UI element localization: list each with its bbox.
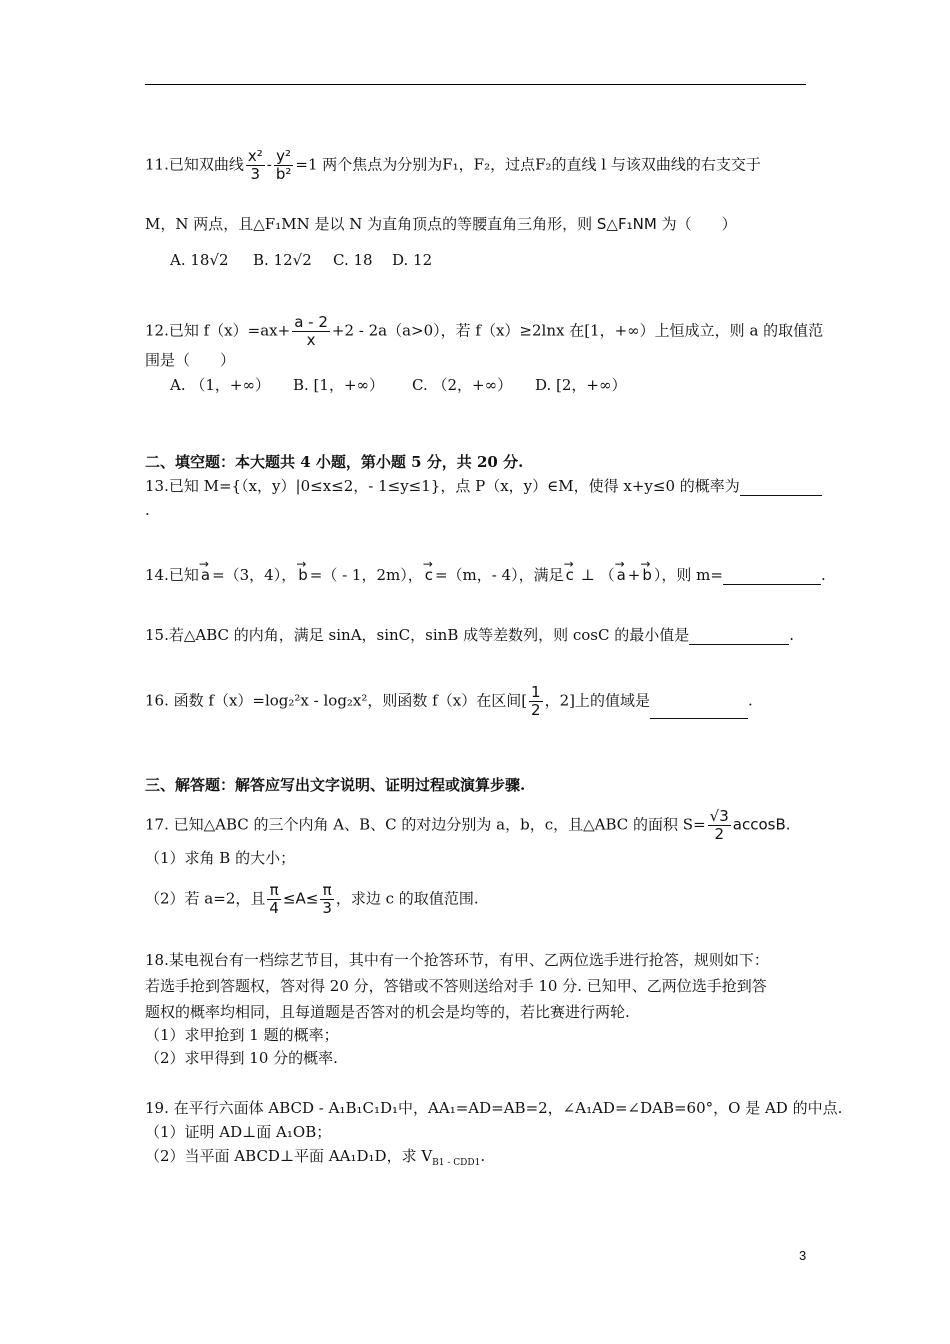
q12-fraction-den: x bbox=[306, 331, 316, 349]
q11-line2 bbox=[145, 214, 737, 234]
q15-text: 15.若△ABC 的内角，满足 sinA，sinC，sinB 成等差数列，则 cosC 的最小值是 bbox=[145, 626, 690, 644]
q15-end: . bbox=[789, 626, 795, 644]
q13-answer-blank[interactable] bbox=[740, 481, 822, 496]
q17-text-post: accosB. bbox=[732, 815, 791, 834]
q12-option-c: C. （2，+∞） bbox=[412, 376, 513, 394]
q18-part1: （1）求甲抢到 1 题的概率； bbox=[145, 1026, 339, 1044]
q17-text-pre: 17. 已知△ABC 的三个内角 A、B、C 的对边分别为 a，b，c，且△ABC 的面积 S= bbox=[145, 815, 706, 834]
q12-fraction-num: a - 2 bbox=[294, 313, 328, 331]
q17-fraction-pi3 bbox=[320, 882, 334, 917]
q11-option-c: C. 18 bbox=[333, 251, 373, 269]
vector-b: → b bbox=[296, 565, 310, 585]
q18-part2: （2）求甲得到 10 分的概率. bbox=[145, 1049, 338, 1067]
q17-fraction-pi4 bbox=[267, 882, 281, 917]
q12-text-post: +2 - 2a（a>0），若 f（x）≥2lnx 在[1，+∞）上恒成立，则 a 的取值范 bbox=[331, 321, 824, 340]
q16-fraction-num: 1 bbox=[531, 683, 541, 701]
q18-line2: 若选手抢到答题权，答对得 20 分，答错或不答则送给对手 10 分. 已知甲、乙两位选手抢到答 bbox=[145, 977, 767, 995]
q14-text-4: =（m，- 4），满足 bbox=[434, 566, 564, 584]
section-3-heading: 三、解答题：解答应写出文字说明、证明过程或演算步骤. bbox=[145, 776, 526, 794]
q19-part2-end: . bbox=[480, 1147, 486, 1165]
vector-b-2: → b bbox=[640, 565, 654, 585]
q14-end: . bbox=[820, 566, 826, 584]
q17-fraction-num: √3 bbox=[709, 807, 729, 825]
q13-text: 13.已知 M={（x，y）|0≤x≤2，- 1≤y≤1}，点 P（x，y）∈M，使得 x+y≤0 的概率为 bbox=[145, 477, 740, 495]
q18-line3: 题权的概率均相同，且每道题是否答对的机会是均等的，若比赛进行两轮. bbox=[145, 1003, 630, 1021]
q12-text-pre: 12.已知 f（x）=ax+ bbox=[145, 321, 291, 340]
q14-text-2: =（3，4）， bbox=[212, 566, 297, 584]
q17-part1: （1）求角 B 的大小； bbox=[145, 849, 296, 867]
q12-line1 bbox=[145, 314, 823, 349]
q14-plus: + bbox=[627, 566, 641, 584]
header-rule bbox=[145, 84, 806, 85]
q18-line1: 18.某电视台有一档综艺节目，其中有一个抢答环节，有甲、乙两位选手进行抢答，规则如下： bbox=[145, 951, 769, 969]
q11-line2-post: 为（ ） bbox=[661, 215, 737, 233]
q17-line1 bbox=[145, 808, 791, 843]
q11-option-a: A. 18√2 bbox=[170, 251, 229, 269]
q17-fraction-den: 2 bbox=[714, 825, 724, 843]
q19-part2-text: （2）当平面 ABCD⊥平面 AA₁D₁D，求 V bbox=[145, 1147, 433, 1165]
q13-end: . bbox=[145, 501, 150, 519]
q11-option-b: B. 12√2 bbox=[253, 251, 312, 269]
q12-option-a: A. （1，+∞） bbox=[170, 376, 270, 394]
q17-fraction-pi4-num: π bbox=[267, 882, 281, 900]
q17-part2-pre: （2）若 a=2，且 bbox=[145, 889, 266, 908]
q16-fraction bbox=[529, 684, 543, 719]
q17-fraction bbox=[708, 808, 731, 843]
q17-inequality: ≤A≤ bbox=[282, 889, 319, 908]
q11-line1 bbox=[145, 148, 761, 183]
q19-line1: 19. 在平行六面体 ABCD - A₁B₁C₁D₁中，AA₁=AD=AB=2，∠A₁AD=∠DAB=60°，O 是 AD 的中点. bbox=[145, 1099, 843, 1117]
q17-fraction-pi4-den: 4 bbox=[269, 899, 279, 917]
vector-a-2: → a bbox=[615, 565, 628, 585]
q16-text-pre: 16. 函数 f（x）=log₂²x - log₂x²，则函数 f（x）在区间[ bbox=[145, 691, 528, 710]
q19-part1: （1）证明 AD⊥面 A₁OB； bbox=[145, 1123, 332, 1141]
q17-part2-post: ，求边 c 的取值范围. bbox=[335, 889, 479, 908]
q14-line bbox=[145, 565, 826, 585]
q11-fraction-x-num: x² bbox=[247, 147, 263, 165]
q11-minus: - bbox=[266, 155, 272, 174]
vector-c-2: → c bbox=[564, 565, 576, 585]
q11-area-symbol: S△F₁NM bbox=[596, 215, 657, 233]
q14-answer-blank[interactable] bbox=[723, 570, 821, 585]
q19-volume-subscript: B1 - CDD1 bbox=[432, 1158, 481, 1168]
page-number: 3 bbox=[799, 1248, 807, 1263]
q11-line2-pre: M，N 两点，且△F₁MN 是以 N 为直角顶点的等腰直角三角形，则 bbox=[145, 215, 593, 233]
vector-c: → c bbox=[423, 565, 435, 585]
section-2-heading: 二、填空题：本大题共 4 小题，第小题 5 分，共 20 分. bbox=[145, 453, 524, 471]
q11-fraction-x bbox=[246, 148, 265, 183]
q19-part2 bbox=[145, 1146, 485, 1173]
q16-end: . bbox=[748, 691, 753, 710]
q11-fraction-y-den: b² bbox=[275, 165, 292, 183]
q15-line bbox=[145, 625, 794, 645]
q16-text-post: ，2]上的值域是 bbox=[544, 691, 650, 710]
q12-option-b: B. [1，+∞） bbox=[293, 376, 385, 394]
q11-option-d: D. 12 bbox=[392, 251, 433, 269]
q12-option-d: D. [2，+∞） bbox=[535, 376, 627, 394]
q17-fraction-pi3-den: 3 bbox=[322, 899, 332, 917]
q14-perp: ⊥ （ bbox=[575, 566, 615, 584]
q16-answer-blank[interactable] bbox=[650, 704, 748, 719]
q12-fraction bbox=[292, 314, 330, 349]
q14-text-1: 14.已知 bbox=[145, 566, 199, 584]
q14-text-3: =（ - 1，2m）， bbox=[309, 566, 423, 584]
q17-fraction-pi3-num: π bbox=[320, 882, 334, 900]
q16-line bbox=[145, 684, 753, 719]
q17-part2 bbox=[145, 882, 479, 917]
q14-text-5: ），则 m= bbox=[653, 566, 723, 584]
vector-a: → a bbox=[199, 565, 212, 585]
q11-fraction-y-num: y² bbox=[274, 148, 294, 166]
q13-line bbox=[145, 476, 822, 496]
q11-text-post: =1 两个焦点为分别为F₁，F₂，过点F₂的直线 l 与该双曲线的右支交于 bbox=[295, 155, 761, 174]
q16-fraction-den: 2 bbox=[531, 701, 541, 719]
q12-line2: 围是（ ） bbox=[145, 351, 236, 369]
q11-fraction-x-den: 3 bbox=[250, 165, 261, 183]
q11-text-pre: 11.已知双曲线 bbox=[145, 155, 244, 174]
q11-fraction-y bbox=[274, 148, 294, 183]
q15-answer-blank[interactable] bbox=[689, 630, 789, 645]
